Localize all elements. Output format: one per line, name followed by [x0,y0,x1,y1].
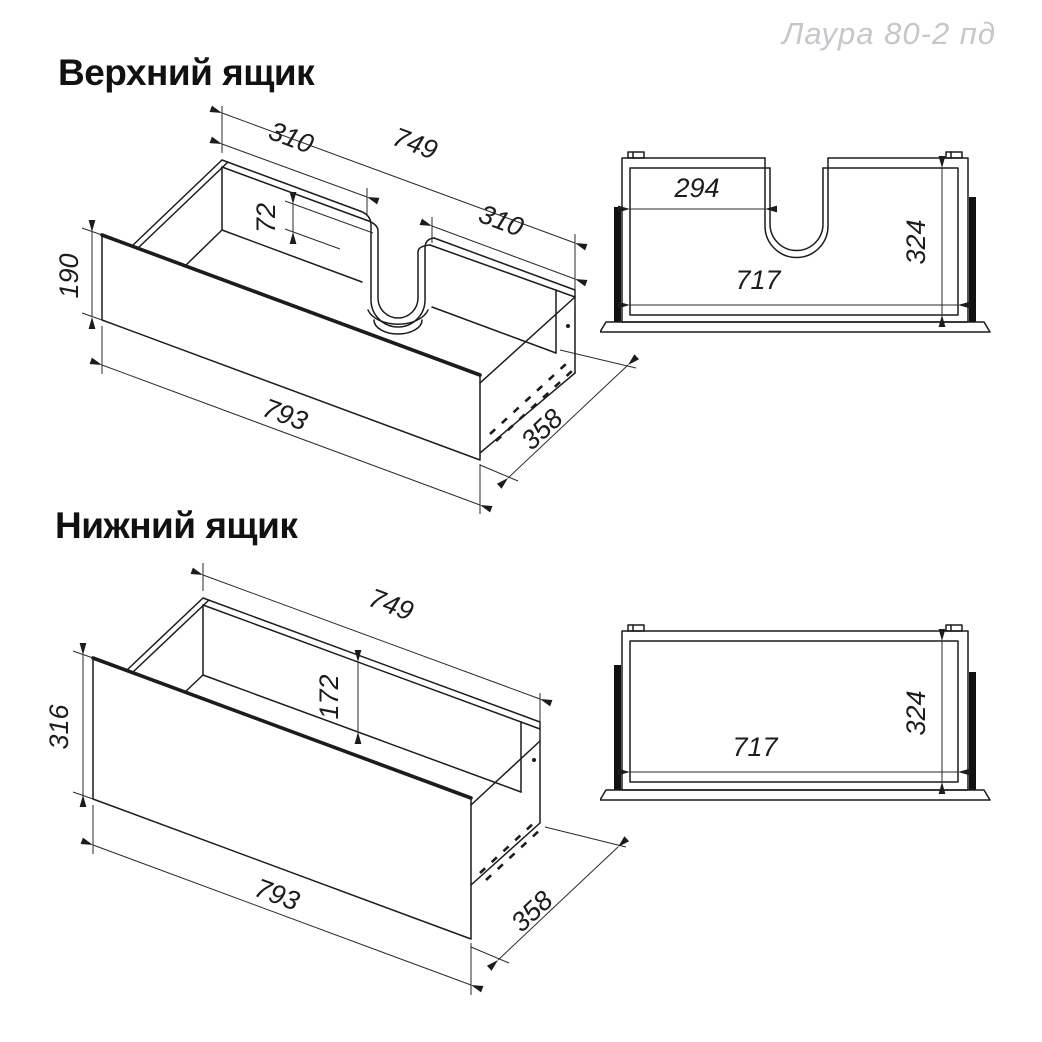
lower-plan-svg [600,615,1020,815]
lower-section-title: Нижний ящик [55,505,298,546]
dim-inner-depth: 324 [901,219,931,265]
lower-iso-dimensions [44,563,626,995]
upper-iso-svg [40,98,640,528]
dim-front-height: 190 [54,253,84,299]
dim-top-width: 749 [364,582,418,627]
dim-inner-height: 172 [314,674,344,720]
dim-inner-width: 717 [732,732,778,762]
upper-drawer-isometric-view [40,98,640,528]
upper-iso-dimensions [54,106,636,514]
dim-depth: 358 [505,885,559,938]
dim-cutout-left: 310 [264,115,318,160]
upper-section-title: Верхний ящик [58,52,315,93]
lower-plan-outline [600,625,990,800]
lower-drawer-outline [93,598,542,939]
lower-iso-svg [40,555,640,1042]
dim-top-width: 749 [388,121,442,166]
lower-drawer-plan-view [600,615,1020,815]
dim-left-to-cutout: 294 [674,173,720,203]
dim-inner-width: 717 [735,265,781,295]
dim-front-width: 793 [250,872,304,917]
mounting-tab-right [946,625,962,631]
upper-plan-svg [600,145,1020,345]
upper-drawer-plan-view [600,145,1020,345]
slide-rail-right [969,197,976,322]
mounting-tab-left [628,152,644,158]
dim-front-height: 316 [44,704,74,750]
dim-front-width: 793 [258,392,312,437]
front-panel-edge [600,322,990,332]
front-panel-edge [600,790,990,800]
mounting-tab-left [628,625,644,631]
lower-drawer-isometric-view [40,555,640,1042]
dim-inner-depth: 324 [901,690,931,736]
dim-depth: 358 [515,403,569,456]
lower-drawer-slide-rail [480,758,542,880]
slide-rail-left [614,665,621,790]
product-label: Лаура 80-2 пд [782,16,996,51]
dim-cutout-right: 310 [474,198,528,243]
upper-plan-dimensions [630,168,958,315]
slide-rail-right [969,672,976,790]
slide-rail-left [614,207,621,322]
mounting-tab-right [946,152,962,158]
dim-cutout-height: 72 [251,202,281,234]
lower-plan-dimensions [630,641,958,782]
